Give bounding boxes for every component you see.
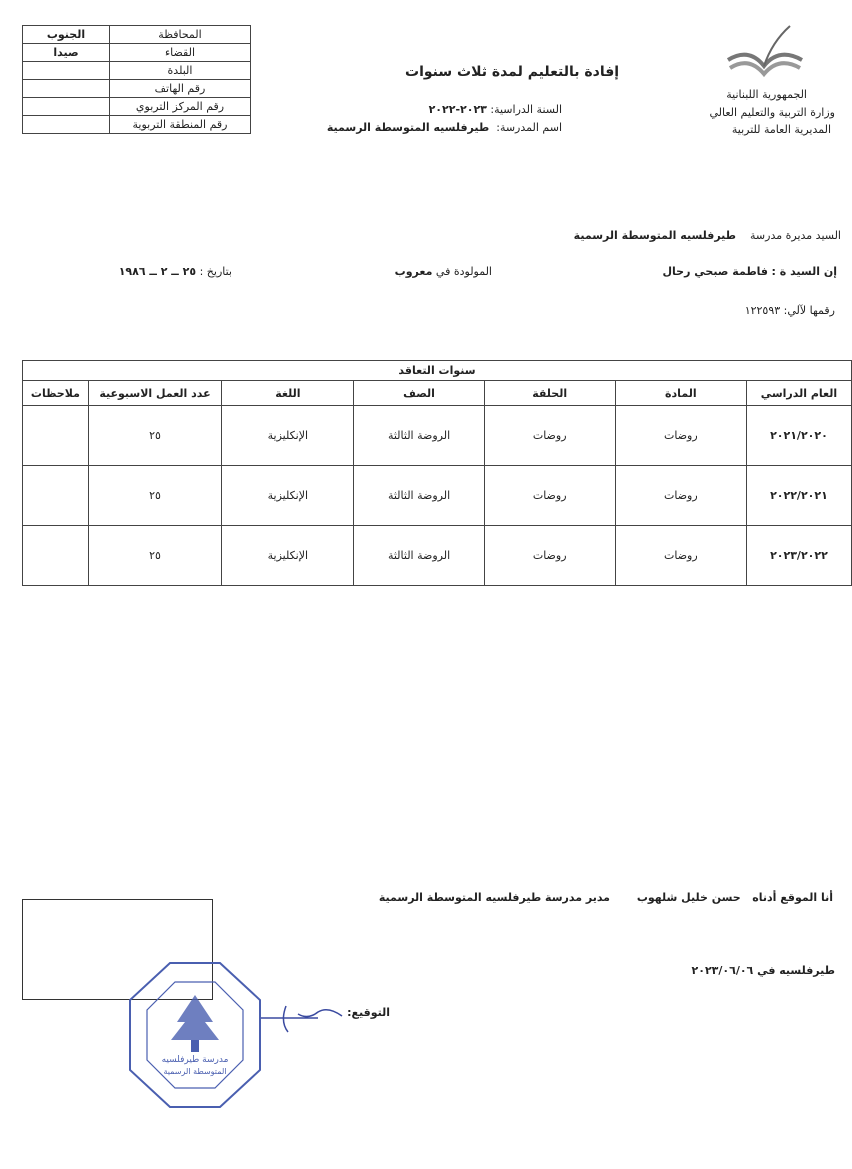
table-cell: الروضة الثالثة [354,406,484,466]
info-label: رقم المركز التربوي [110,98,251,116]
school-name-value: طيرفلسيه المتوسطة الرسمية [326,121,490,134]
table-cell: الروضة الثالثة [354,466,484,526]
teacher-name: فاطمة صبحي رحال [662,265,769,278]
table-cell: روضات [484,406,615,466]
school-name-label: اسم المدرسة: [496,121,562,134]
info-row [23,116,251,134]
info-row [23,80,251,98]
table-cell: روضات [615,526,746,586]
column-header: المادة [615,381,746,406]
table-cell [23,466,89,526]
born-place: معروب [394,265,433,278]
info-row [23,62,251,80]
info-value [23,62,110,80]
column-header: العام الدراسي [746,381,851,406]
table-cell: ٢٠٢٢/٢٠٢١ [746,466,851,526]
table-cell: الإنكليزية [222,526,354,586]
directorate-name: المديرية العامة للتربية [731,123,831,136]
info-value: صيدا [23,44,110,62]
id-line [745,304,835,317]
born-label: المولودة في [435,265,492,278]
info-row [23,98,251,116]
ministry-name: وزارة التربية والتعليم العالي [709,106,835,119]
signature-label: التوقيع: [347,1006,390,1019]
info-value: الجنوب [23,26,110,44]
signer-name: حسن خليل شلهوب [636,891,741,904]
column-header: ملاحظات [23,381,89,406]
info-label: رقم الهاتف [110,80,251,98]
document-title: إفادة بالتعليم لمدة ثلاث سنوات [405,64,620,80]
info-row [23,44,251,62]
table-cell: ٢٠٢١/٢٠٢٠ [746,406,851,466]
table-cell: الإنكليزية [222,406,354,466]
table-cell: ٢٥ [88,466,221,526]
info-value [23,80,110,98]
teacher-line [663,265,838,278]
svg-text:مدرسة طيرفلسيه: مدرسة طيرفلسيه [161,1055,229,1065]
teacher-prefix: إن السيد ة : [771,265,837,278]
info-value [23,98,110,116]
school-year-label: السنة الدراسية: [490,103,562,116]
table-row [23,526,852,586]
table-row [23,466,852,526]
group-header: سنوات التعاقد [23,361,852,381]
signer-role: مدير مدرسة طيرفلسيه المتوسطة الرسمية [378,891,610,904]
column-header: الصف [354,381,484,406]
info-label: البلدة [110,62,251,80]
birthdate-line [119,265,232,278]
date-value: ٢٥ ــ ٢ ــ ١٩٨٦ [118,265,197,278]
location-info-table [22,25,251,134]
table-cell: الإنكليزية [222,466,354,526]
column-header: عدد العمل الاسبوعية [88,381,221,406]
table-cell: روضات [484,466,615,526]
table-cell: ٢٠٢٣/٢٠٢٢ [746,526,851,586]
school-stamp [125,960,265,1110]
table-cell: روضات [615,466,746,526]
info-label: المحافظة [110,26,251,44]
addressee-line [574,229,841,242]
ministry-logo [724,22,806,82]
contract-years-table [22,360,852,586]
school-year-value: ٢٠٢٣-٢٠٢٢ [428,103,487,116]
signer-prefix: أنا الموقع أدناه [752,891,833,904]
table-cell: ٢٥ [88,526,221,586]
addressee-school: طيرفلسيه المتوسطة الرسمية [573,229,737,242]
republic-name: الجمهورية اللبنانية [726,88,807,101]
table-cell [23,526,89,586]
id-label: رقمها لآلي: [783,304,835,317]
signature-mark [258,998,348,1038]
table-cell: روضات [484,526,615,586]
place-date: طيرفلسيه في ٢٠٢٣/٠٦/٠٦ [691,964,835,977]
info-label: القضاء [110,44,251,62]
info-value [23,116,110,134]
signer-line [379,891,833,904]
table-cell [23,406,89,466]
school-name-line [327,121,562,134]
id-value: ١٢٢٥٩٣ [744,304,781,317]
date-label: بتاريخ : [199,265,232,278]
column-header: الحلقة [484,381,615,406]
svg-text:المتوسطة الرسمية: المتوسطة الرسمية [163,1067,227,1076]
birthplace-line [395,265,492,278]
table-row [23,406,852,466]
school-year-line [429,103,562,116]
column-header: اللغة [222,381,354,406]
table-cell: ٢٥ [88,406,221,466]
table-cell: روضات [615,406,746,466]
info-row [23,26,251,44]
info-label: رقم المنطقة التربوية [110,116,251,134]
table-cell: الروضة الثالثة [354,526,484,586]
addressee-prefix: السيد مديرة مدرسة [750,229,841,242]
